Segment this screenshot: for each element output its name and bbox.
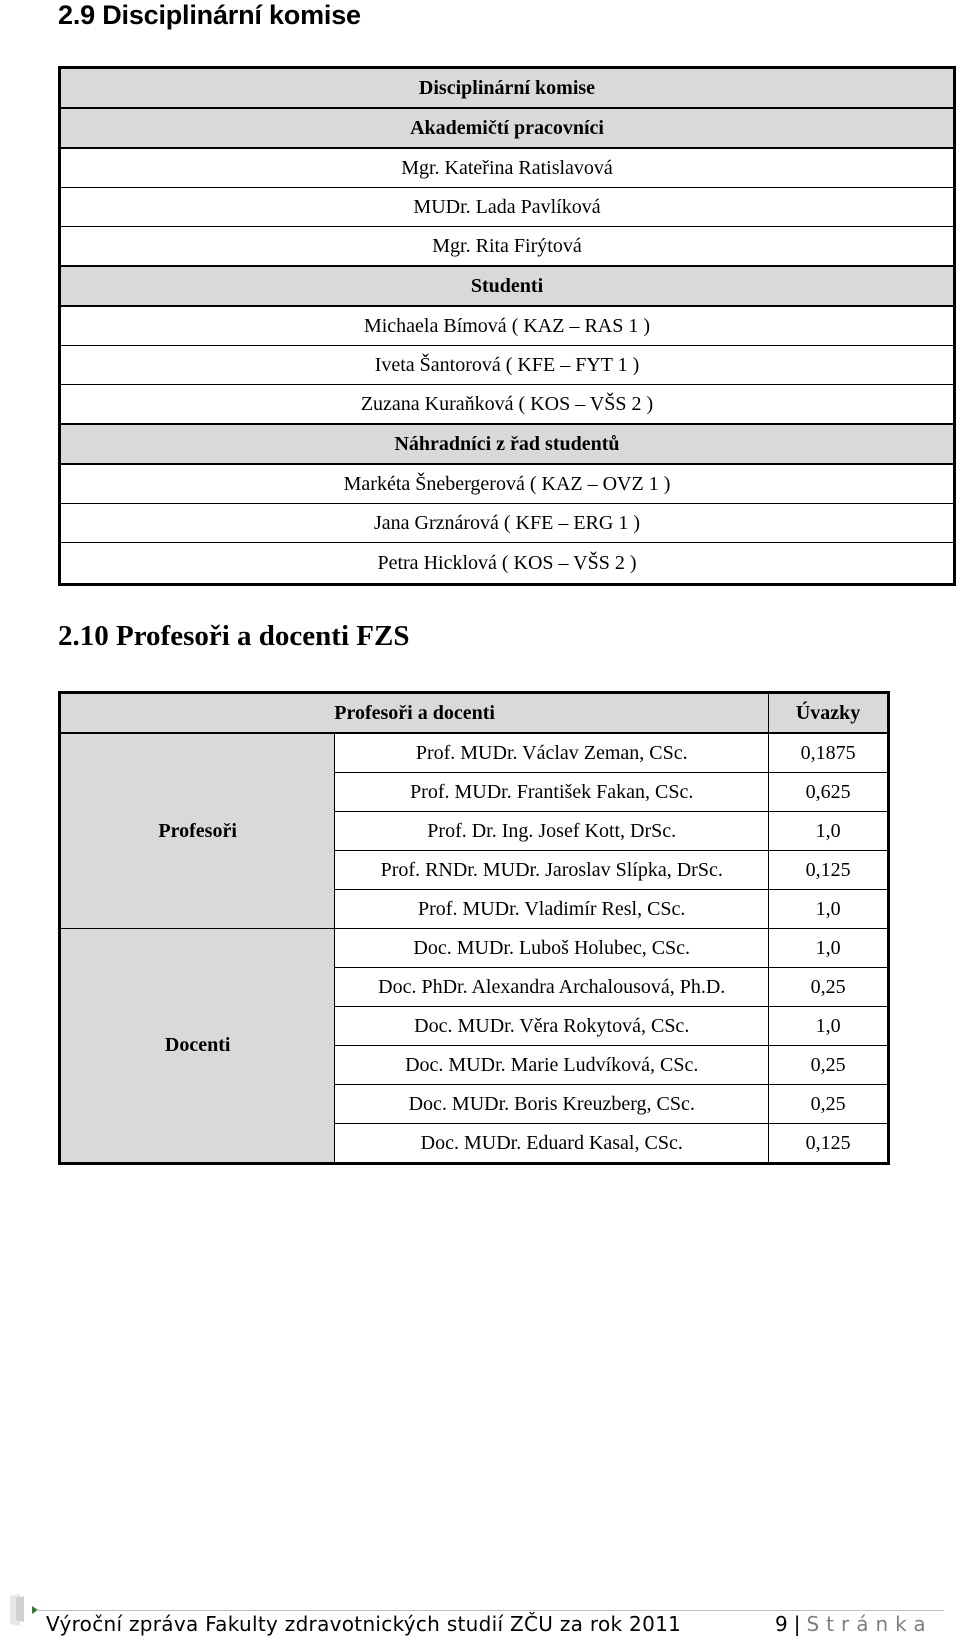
person-name: Doc. PhDr. Alexandra Archalousová, Ph.D. [335,968,769,1007]
person-name: Doc. MUDr. Věra Rokytová, CSc. [335,1007,769,1046]
person-load: 0,625 [769,773,889,812]
member-row: Petra Hicklová ( KOS – VŠS 2 ) [377,551,637,574]
member-row: Iveta Šantorová ( KFE – FYT 1 ) [60,346,955,385]
person-name: Doc. MUDr. Marie Ludvíková, CSc. [335,1046,769,1085]
person-load: 0,1875 [769,733,889,773]
page-indicator [775,1612,933,1636]
person-load: 0,25 [769,1085,889,1124]
person-load: 0,125 [769,851,889,890]
member-row: Mgr. Kateřina Ratislavová [60,148,955,188]
page-word: Stránka [806,1612,933,1636]
person-name: Doc. MUDr. Luboš Holubec, CSc. [335,929,769,968]
member-row: Markéta Šnebergerová ( KAZ – OVZ 1 ) [60,464,955,504]
section-heading-professors: 2.10 Profesoři a docenti FZS [58,620,410,652]
group-label-docents: Docenti [60,929,335,1164]
group-label-professors: Profesoři [60,733,335,929]
professors-table [58,691,890,1165]
person-name: Prof. RNDr. MUDr. Jaroslav Slípka, DrSc. [335,851,769,890]
person-name: Prof. MUDr. Vladimír Resl, CSc. [335,890,769,929]
person-name: Doc. MUDr. Eduard Kasal, CSc. [335,1124,769,1164]
person-name: Prof. MUDr. Václav Zeman, CSc. [335,733,769,773]
disciplinary-committee-table [58,66,956,586]
person-load: 1,0 [769,1007,889,1046]
person-load: 1,0 [769,812,889,851]
header-name: Profesoři a docenti [60,693,769,734]
person-name: Doc. MUDr. Boris Kreuzberg, CSc. [335,1085,769,1124]
faculty-logo-icon [8,1592,38,1628]
group-label: Náhradníci z řad studentů [60,424,955,464]
page-footer [0,1592,960,1642]
person-name: Prof. Dr. Ing. Josef Kott, DrSc. [335,812,769,851]
member-row: Zuzana Kuraňková ( KOS – VŠS 2 ) [60,385,955,425]
member-row: MUDr. Lada Pavlíková [60,188,955,227]
person-load: 1,0 [769,929,889,968]
person-load: 0,25 [769,1046,889,1085]
footer-rule [36,1610,944,1611]
footer-title: Výroční zpráva Fakulty zdravotnických studií ZČU za rok 2011 [46,1612,682,1636]
member-row: Michaela Bímová ( KAZ – RAS 1 ) [60,306,955,346]
person-name: Prof. MUDr. František Fakan, CSc. [335,773,769,812]
person-load: 1,0 [769,890,889,929]
group-label: Studenti [60,266,955,306]
header-load: Úvazky [769,693,889,734]
page-separator: | [793,1612,801,1636]
table-title: Disciplinární komise [60,68,955,109]
section-heading-disciplinary: 2.9 Disciplinární komise [58,0,361,30]
group-label: Akademičtí pracovníci [60,108,955,148]
person-load: 0,125 [769,1124,889,1164]
member-row: Mgr. Rita Firýtová [60,227,955,267]
member-row: Jana Grznárová ( KFE – ERG 1 ) [60,504,955,543]
page-number: 9 [775,1612,788,1636]
person-load: 0,25 [769,968,889,1007]
